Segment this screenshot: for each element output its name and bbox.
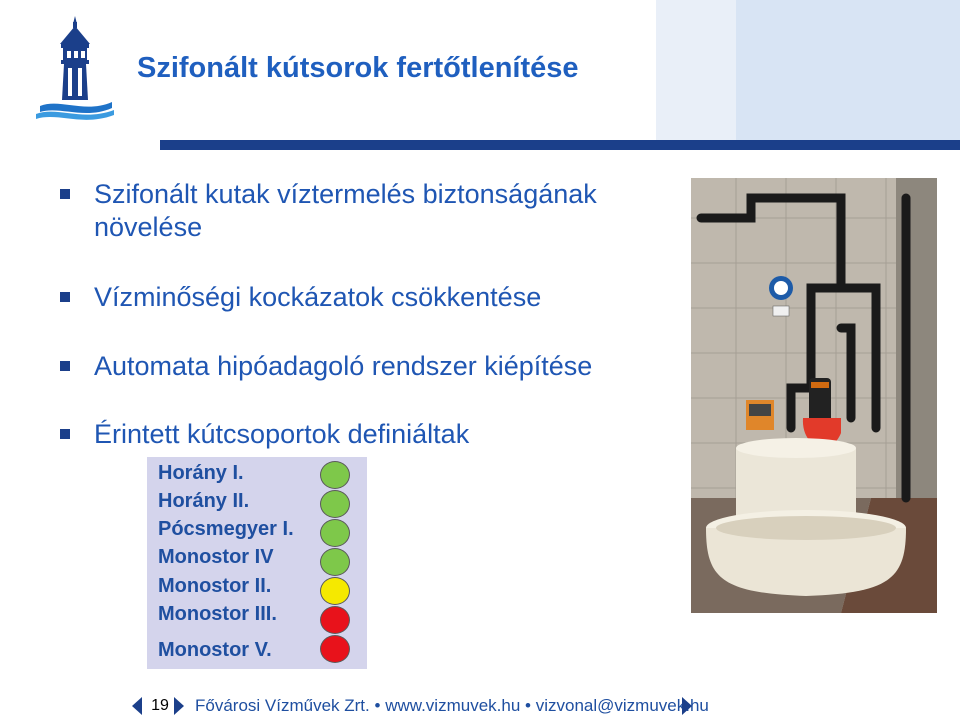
bullet-square-icon: [60, 292, 70, 302]
bullet-text: Érintett kútcsoportok definiáltak: [94, 419, 470, 449]
chlorine-dosing-equipment-photo: [691, 178, 937, 613]
bullet-item: [60, 178, 660, 244]
well-group-label: Monostor III.: [158, 603, 277, 625]
footer-end-arrow-icon: [682, 697, 692, 715]
footer-website[interactable]: www.vizmuvek.hu: [385, 696, 521, 715]
header-fade-panel: [656, 0, 736, 140]
footer-separator: •: [525, 696, 531, 715]
footer-info: [195, 696, 709, 716]
page-number: 19: [151, 697, 169, 714]
bullet-square-icon: [60, 189, 70, 199]
status-dot-green: [320, 548, 350, 576]
well-group-label: Horány II.: [158, 490, 250, 512]
well-group-label: Pócsmegyer I.: [158, 518, 294, 540]
water-tower-logo-icon: [30, 14, 120, 126]
bullet-square-icon: [60, 429, 70, 439]
footer-company: Fővárosi Vízművek Zrt.: [195, 696, 370, 715]
footer-separator: •: [374, 696, 381, 715]
well-group-label: Horány I.: [158, 462, 244, 484]
status-dot-green: [320, 490, 350, 518]
well-group-label: Monostor II.: [158, 575, 272, 597]
bullet-square-icon: [60, 361, 70, 371]
bullet-text: Szifonált kutak víztermelés biztonságának növelése: [94, 179, 597, 242]
footer-email[interactable]: vizvonal@vizmuvek.hu: [535, 696, 709, 715]
status-dot-green: [320, 519, 350, 547]
status-dot-green: [320, 461, 350, 489]
bullet-text: Vízminőségi kockázatok csökkentése: [94, 282, 542, 312]
next-slide-icon[interactable]: [174, 697, 184, 715]
bullet-item: [60, 418, 680, 451]
header-rule-gap: [0, 140, 160, 150]
status-dot-red: [320, 606, 350, 634]
bullet-item: [60, 281, 660, 314]
well-group-label: Monostor IV: [158, 546, 274, 568]
bullet-item: [60, 350, 680, 383]
bullet-text: Automata hipóadagoló rendszer kiépítése: [94, 351, 593, 381]
header-rule: [160, 140, 960, 150]
previous-slide-icon[interactable]: [132, 697, 142, 715]
status-dot-yellow: [320, 577, 350, 605]
status-dot-red: [320, 635, 350, 663]
slide-title: Szifonált kútsorok fertőtlenítése: [137, 52, 579, 84]
well-group-label: Monostor V.: [158, 639, 272, 661]
header-fade-panel-light: [736, 0, 960, 140]
